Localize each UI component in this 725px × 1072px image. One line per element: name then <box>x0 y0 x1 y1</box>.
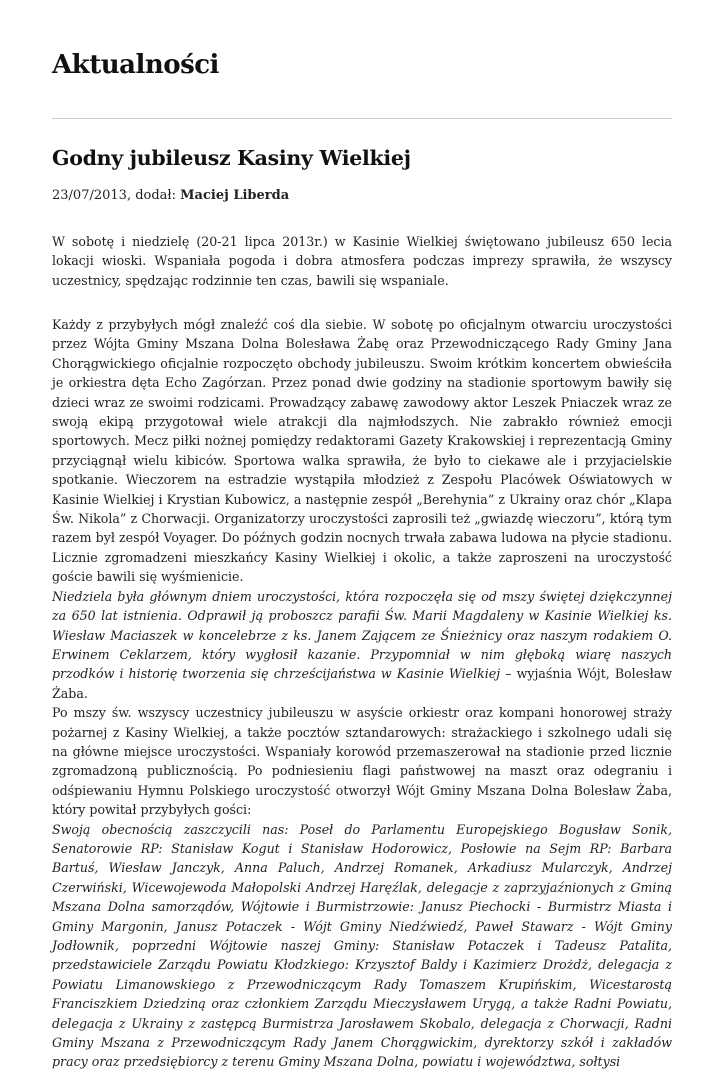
body-paragraph-1: Każdy z przybyłych mógł znaleźć coś dla siebie. W sobotę po oficjalnym otwarciu uroczystości przez Wójta Gminy Mszana Dolna Bolesława Żabę oraz Przewodniczącego Rady Gminy Jana Chorągwickiego oficjalnie rozpoczęto obchody jubileuszu. Swoim krótkim koncertem obwieściła je orkiestra dęta Echo Zagórzan. Przez ponad dwie godziny na stadionie sportowym bawiły się dzieci wraz ze swoimi rodzicami. Prowadzący zabawę zawodowy aktor Leszek Pniaczek wraz ze swoją ekipą przygotował wiele atrakcji dla najmłodszych. Nie zabrakło również emocji sportowych. Mecz piłki nożnej pomiędzy redaktorami Gazety Krakowskiej i reprezentacją Gminy przyciągnął wielu kibiców. Sportowa walka sprawiła, że było to ciekawe ale i przyjacielskie spotkanie. Wieczorem na estradzie wystąpiła młodzież z Zespołu Placówek Oświatowych w Kasinie Wielkiej i Krystian Kubowicz, a następnie zespół „Berehynia” z Ukrainy oraz chór „Klapa Św. Nikola” z Chorwacji. Organizatorzy uroczystości zaprosili też „gwiazdę wieczoru”, którą tym razem był zespół Voyager. Do późnych godzin nocnych trwała zabawa ludowa na płycie stadionu. Licznie zgromadzeni mieszkańcy Kasiny Wielkiej i okolic, a także zaproszeni na uroczystość goście bawili się wyśmienicie. <box>52 317 672 585</box>
added-by-label: dodał: <box>135 188 177 203</box>
section-title: Aktualności <box>52 50 219 80</box>
article-meta: 23/07/2013, dodał: Maciej Liberda <box>52 188 290 203</box>
guests-quote: Swoją obecnością zaszczycili nas: Poseł do Parlamentu Europejskiego Bogusław Sonik, Senatorowie RP: Stanisław Kogut i Stanisław Hodorowicz, Posłowie na Sejm RP: Barbara Bartuś, Wiesław Janczyk, Anna Paluch, Andrzej Romanek, Arkadiusz Mularczyk, Andrzej Czerwiński, Wicewojewoda Małopolski Andrzej Haręźlak, delegacje z zaprzyjaźnionych z Gminą Mszana Dolna samorządów, Wójtowie i Burmistrzowie: Janusz Piechocki - Burmistrz Miasta i Gminy Margonin, Janusz Potaczek - Wójt Gminy Niedźwiedź, Paweł Stawarz - Wójt Gminy Jodłownik, poprzedni Wójtowie naszej Gminy: Stanisław Potaczek i Tadeusz Patalita, przedstawiciele Zarządu Powiatu Kłodzkiego: Krzysztof Baldy i Kazimierz Drożdż, delegacja z Powiatu Limanowskiego z Przewodniczącym Rady Tomaszem Krupińskim, Wicestarostą Franciszkiem Dziedziną oraz członkiem Zarządu Mieczysławem Urygą, a także Radni Powiatu, delegacja z Ukrainy z zastępcą Burmistrza Jarosławem Skobalo, delegacja z Chorwacji, Radni Gminy Mszana z Przewodniczącym Rady Janem Chorągwickim, dyrektorzy szkół i zakładów pracy oraz przedsiębiorcy z terenu Gminy Mszana Dolna, powiatu i województwa, sołtysi <box>52 821 672 1070</box>
quote-attribution: – wyjaśnia Wójt, Bolesław Żaba. <box>52 666 672 701</box>
article-date: 23/07/2013 <box>52 188 127 203</box>
body-paragraph-3: Po mszy św. wszyscy uczestnicy jubileuszu w asyście orkiestr oraz kompani honorowej straży pożarnej z Kasiny Wielkiej, a także pocztów sztandarowych: strażackiego i szkolnego udali się na główne miejsce uroczystości. Wspaniały korowód przemaszerował na stadionie przed licznie zgromadzoną publicznością. Po podniesieniu flagi państwowej na maszt oraz odegraniu i odśpiewaniu Hymnu Polskiego uroczystość otworzył Wójt Gminy Mszana Dolna Bolesław Żaba, który powitał przybyłych gości: <box>52 705 672 818</box>
article-author[interactable]: Maciej Liberda <box>180 188 290 203</box>
article-intro <box>52 232 672 290</box>
section-divider <box>52 118 672 119</box>
article-title[interactable]: Godny jubileusz Kasiny Wielkiej <box>52 146 411 170</box>
intro-paragraph: W sobotę i niedzielę (20-21 lipca 2013r.) w Kasinie Wielkiej świętowano jubileusz 650 lecia lokacji wioski. Wspaniała pogoda i dobra atmosfera podczas imprezy sprawiła, że wszyscy uczestnicy, spędzając rodzinnie ten czas, bawili się wspaniale. <box>52 234 672 288</box>
article-body <box>52 315 672 1072</box>
quote-mass: Niedziela była głównym dniem uroczystości, która rozpoczęła się od mszy świętej dziękczynnej za 650 lat istnienia. Odprawił ją proboszcz parafii Św. Marii Magdaleny w Kasinie Wielkiej ks. Wiesław Maciaszek w koncelebrze z ks. Janem Zającem ze Śnieżnicy oraz naszym rodakiem O. Erwinem Ceklarzem, który wygłosił kazanie. Przypomniał w nim głęboką wiarę naszych przodków i historię tworzenia się chrześcijaństwa w Kasinie Wielkiej <box>52 588 672 682</box>
body-paragraph-2 <box>52 587 672 703</box>
